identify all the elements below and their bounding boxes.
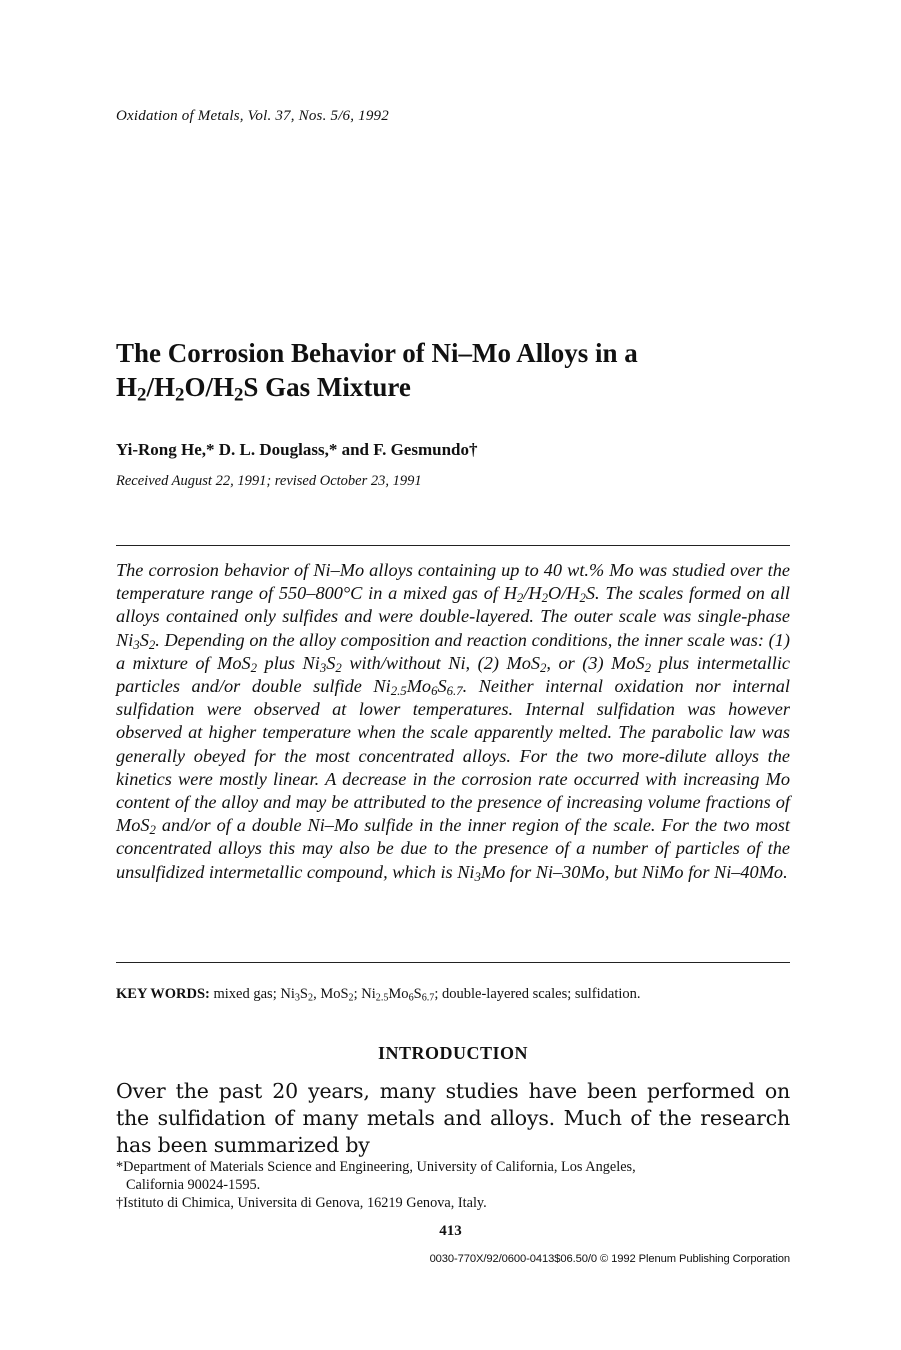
title-line-2: $H_2/H_2O/H_2S$ Gas Mixture (116, 372, 411, 406)
introduction-text: Over the past 20 years, many studies have been performed on the sulfidation of many metals and alloys. Much of the research has been summarized by (116, 1079, 790, 1157)
received-dates: Received August 22, 1991; revised October 23, 1991 (116, 473, 422, 489)
paper-title (116, 336, 796, 404)
abstract-top-rule (116, 545, 790, 546)
abstract: The corrosion behavior of Ni–Mo alloys containing up to 40 wt.% Mo was studied over the temperature range of 550–800°C in a mixed gas of $H_2/H_2O/H_2S$. The scales formed on all alloys contained only sulfides and were double-layered. The outer scale was single-phase $Ni_3S_2$. Depending on the alloy composition and reaction conditions, the inner scale was: (1) a mixture of MoS$_2$ plus $Ni_3S_2$ with/without Ni, (2) MoS$_2$, or (3) MoS$_2$ plus intermetallic particles and/or double sulfide $Ni_{2.5}Mo_6S_{6.7}$. Neither internal oxidation nor internal sulfidation were observed at lower temperatures. Internal sulfidation was however observed at higher temperature when the scale apparently melted. The parabolic law was generally obeyed for the most concentrated alloys. For the two more-dilute alloys the kinetics were mostly linear. A decrease in the corrosion rate occurred with increasing Mo content of the alloy and may be attributed to the presence of increasing volume fractions of MoS$_2$ and/or of a double Ni–Mo sulfide in the inner region of the scale. For the two most concentrated alloys this may also be due to the presence of a number of particles of the unsulfidized intermetallic compound, which is $Ni_3Mo$ for Ni–30Mo, but NiMo for Ni–40Mo. (116, 560, 791, 884)
footnotes (116, 1158, 796, 1212)
section-heading-introduction: INTRODUCTION (377, 1043, 529, 1063)
journal-citation: Oxidation of Metals, Vol. 37, Nos. 5/6, 1992 (116, 108, 389, 124)
key-words: KEY WORDS: mixed gas; $Ni_3S_2$, MoS$_2$; $Ni_{2.5}Mo_6S_{6.7}$; double-layered scales; sulfidation. (116, 986, 641, 1004)
key-words-label: KEY WORDS: (116, 986, 210, 1002)
page-number: 413 (439, 1223, 462, 1239)
author-list: Yi-Rong He,* D. L. Douglass,* and F. Gesmundo† (116, 440, 478, 459)
footnote-ucla: *Department of Materials Science and Engineering, University of California, Los Angeles, (116, 1159, 636, 1175)
footnote-genova: †Istituto di Chimica, Universita di Genova, 16219 Genova, Italy. (116, 1195, 487, 1211)
abstract-bottom-rule (116, 962, 790, 963)
title-line-1: The Corrosion Behavior of Ni–Mo Alloys in a (116, 338, 638, 368)
copyright-line: 0030-770X/92/0600-0413$06.50/0 © 1992 Plenum Publishing Corporation (429, 1253, 790, 1265)
footnote-ucla-cont: California 90024-1595. (126, 1177, 261, 1193)
